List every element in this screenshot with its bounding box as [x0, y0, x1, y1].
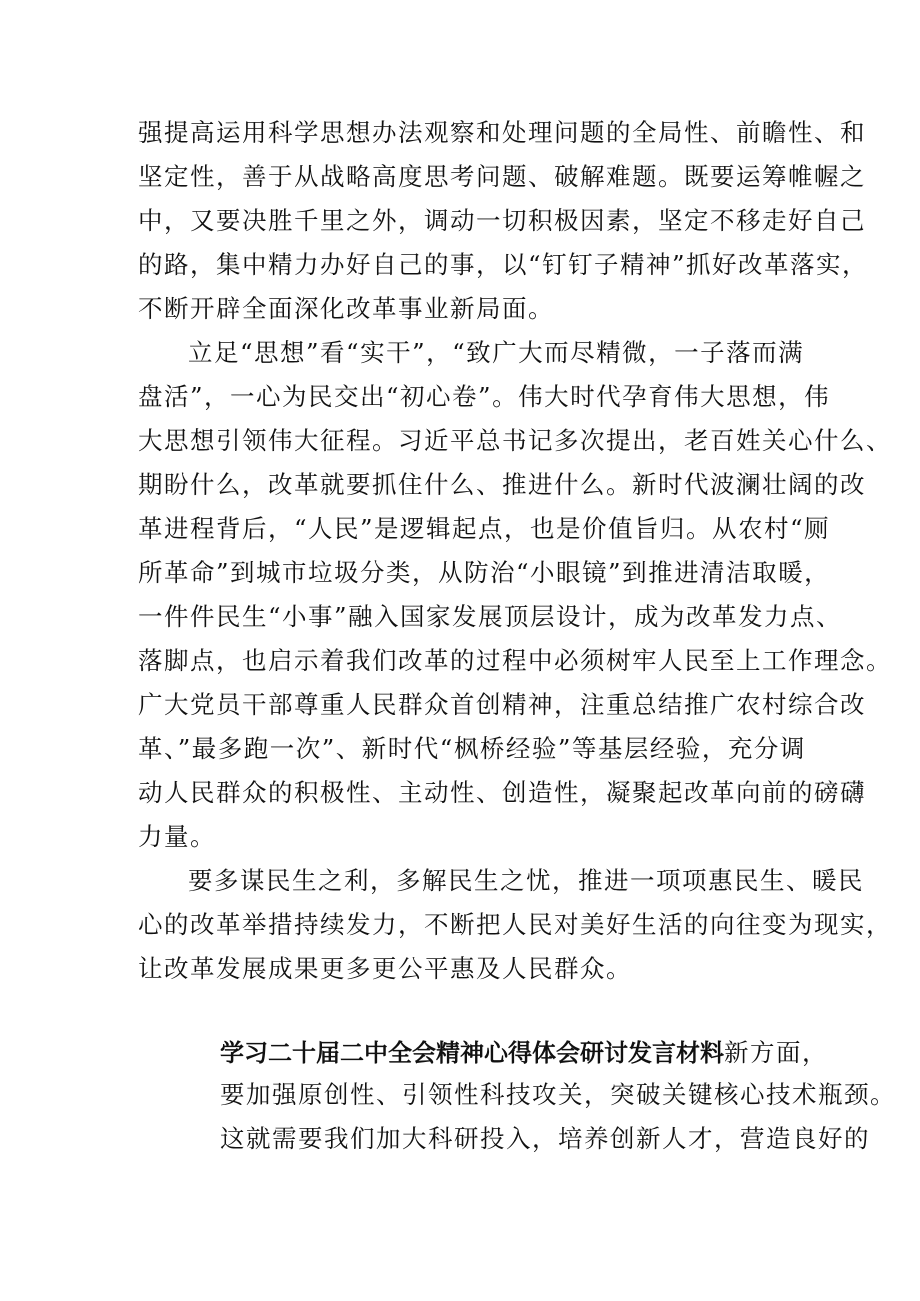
- text-line: 心的改革举措持续发力，不断把人民对美好生活的向往变为现实，: [138, 910, 892, 939]
- text-line: 这就需要我们加大科研投入，培养创新人才，营造良好的: [220, 1124, 870, 1153]
- text-line: 不断开辟全面深化改革事业新局面。: [138, 294, 554, 323]
- text-line: 动人民群众的积极性、主动性、创造性，凝聚起改革向前的磅礴: [138, 778, 866, 807]
- document-title-line: [220, 1038, 828, 1068]
- text-line: 的路，集中精力办好自己的事，以“钉钉子精神”抓好改革落实，: [138, 250, 869, 279]
- text-line: 一件件民生“小事”融入国家发展顶层设计，成为改革发力点、: [138, 602, 843, 631]
- text-line: 所革命”到城市垃圾分类，从防治“小眼镜”到推进清洁取暖，: [138, 558, 831, 587]
- text-line: 广大党员干部尊重人民群众首创精神，注重总结推广农村综合改: [138, 690, 866, 719]
- title-tail-text: 新方面，: [724, 1038, 828, 1067]
- text-line: 革进程背后，“人民”是逻辑起点，也是价值旨归。从农村“厕: [138, 514, 831, 543]
- text-line: 中，又要决胜千里之外，调动一切积极因素，坚定不移走好自己: [138, 206, 866, 235]
- text-line: 力量。: [138, 822, 216, 851]
- text-line: 期盼什么，改革就要抓住什么、推进什么。新时代波澜壮阔的改: [138, 470, 866, 499]
- text-line: 让改革发展成果更多更公平惠及人民群众。: [138, 954, 632, 983]
- text-line: 坚定性，善于从战略高度思考问题、破解难题。既要运筹帷幄之: [138, 162, 866, 191]
- text-line: 立足“思想”看“实干”，“致广大而尽精微，一子落而满: [188, 338, 805, 367]
- text-line: 要多谋民生之利，多解民生之忧，推进一项项惠民生、暖民: [188, 866, 864, 895]
- text-line: 强提高运用科学思想办法观察和处理问题的全局性、前瞻性、和: [138, 118, 866, 147]
- text-line: 大思想引领伟大征程。习近平总书记多次提出，老百姓关心什么、: [138, 426, 892, 455]
- text-line: 盘活”，一心为民交出“初心卷”。伟大时代孕育伟大思想，伟: [138, 382, 831, 411]
- text-line: 要加强原创性、引领性科技攻关，突破关键核心技术瓶颈。: [220, 1080, 896, 1109]
- text-line: 落脚点，也启示着我们改革的过程中必须树牢人民至上工作理念。: [138, 646, 892, 675]
- text-line: 革、”最多跑一次”、新时代“枫桥经验”等基层经验，充分调: [138, 734, 806, 763]
- document-title: 学习二十届二中全会精神心得体会研讨发言材料: [220, 1039, 724, 1067]
